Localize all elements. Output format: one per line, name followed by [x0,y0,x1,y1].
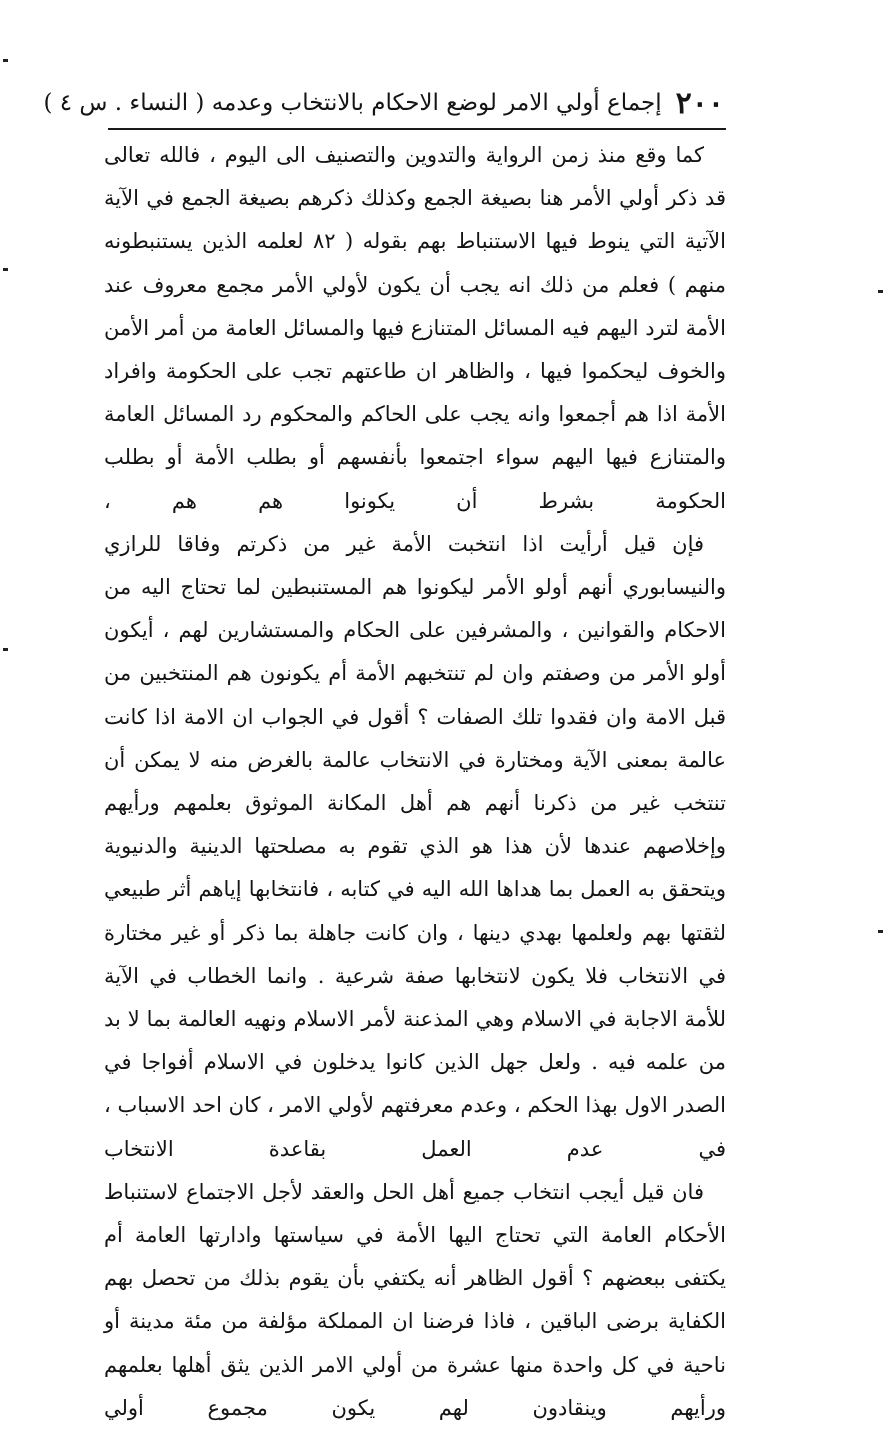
header-rule [108,128,726,130]
scan-edge-mark [3,59,8,62]
running-title: إجماع أولي الامر لوضع الاحكام بالانتخاب وعدمه ( النساء . س ٤ ) [43,90,662,116]
scan-edge-mark [3,268,8,271]
paragraph: كما وقع منذ زمن الرواية والتدوين والتصنيف الى اليوم ، فالله تعالى قد ذكر أولي الأمر هنا بصيغة الجمع وكذلك ذكرهم بصيغة الجمع في الآية الآتية التي ينوط فيها الاستنباط بهم بقوله ( ٨٢ لعلمه الذين يستنبطونه منهم ) فعلم من ذلك انه يجب أن يكون لأولي الأمر مجمع معروف عند الأمة لترد اليهم فيه المسائل المتنازع فيها والمسائل العامة من أمر الأمن والخوف ليحكموا فيها ، والظاهر ان طاعتهم تجب على الحكومة وافراد الأمة اذا هم أجمعوا وانه يجب على الحاكم والمحكوم رد المسائل العامة والمتنازع فيها اليهم سواء اجتمعوا بأنفسهم أو بطلب الأمة أو بطلب الحكومة بشرط أن يكونوا هم هم ، [104,143,726,513]
scan-edge-mark [3,648,8,651]
paragraph: فإن قيل أرأيت اذا انتخبت الأمة غير من ذكرتم وفاقا للرازي والنيسابوري أنهم أولو الأمر ليكونوا هم المستنبطين لما تحتاج اليه من الاحكام والقوانين ، والمشرفين على الحكام والمستشارين لهم ، أيكون أولو الأمر من وصفتم وان لم تنتخبهم الأمة أم يكونون هم المنتخبين من قبل الامة وان فقدوا تلك الصفات ؟ أقول في الجواب ان الامة اذا كانت عالمة بمعنى الآية ومختارة في الانتخاب عالمة بالغرض منه لا يمكن أن تنتخب غير من ذكرنا أنهم هم أهل المكانة الموثوق بعلمهم ورأيهم وإخلاصهم عندها لأن هذا هو الذي تقوم به مصلحتها الدينية والدنيوية ويتحقق به العمل بما هداها الله اليه في كتابه ، فانتخابها إياهم أثر طبيعي لثقتها بهم ولعلمها بهدي دينها ، وان كانت جاهلة بما ذكر أو غير مختارة في الانتخاب فلا يكون لانتخابها صفة شرعية . وانما الخطاب في الآية للأمة الاجابة في الاسلام وهي المذعنة لأمر الاسلام ونهيه العالمة بما لا بد من علمه فيه . ولعل جهل الذين كانوا يدخلون في الاسلام أفواجا في الصدر الاول بهذا الحكم ، وعدم معرفتهم لأولي الامر ، كان احد الاسباب ، في عدم العمل بقاعدة الانتخاب [104,531,726,1161]
body-text [104,134,726,1420]
scan-edge-mark [878,930,883,933]
page-number: ٢٠٠ [675,85,724,121]
page-header [43,82,724,124]
paragraph: فان قيل أيجب انتخاب جميع أهل الحل والعقد لأجل الاجتماع لاستنباط الأحكام العامة التي تحتاج اليها الأمة في سياستها وادارتها العامة أم يكتفى ببعضهم ؟ أقول الظاهر أنه يكتفي بأن يقوم بذلك من تحصل بهم الكفاية برضى الباقين ، فاذا فرضنا ان المملكة مؤلفة من مئة مدينة أو ناحية في كل واحدة منها عشرة من أولي الامر الذين يثق أهلها بعلمهم ورأيهم وينقادون لهم يكون مجموع أولي [104,1179,726,1420]
scan-edge-mark [878,290,883,293]
